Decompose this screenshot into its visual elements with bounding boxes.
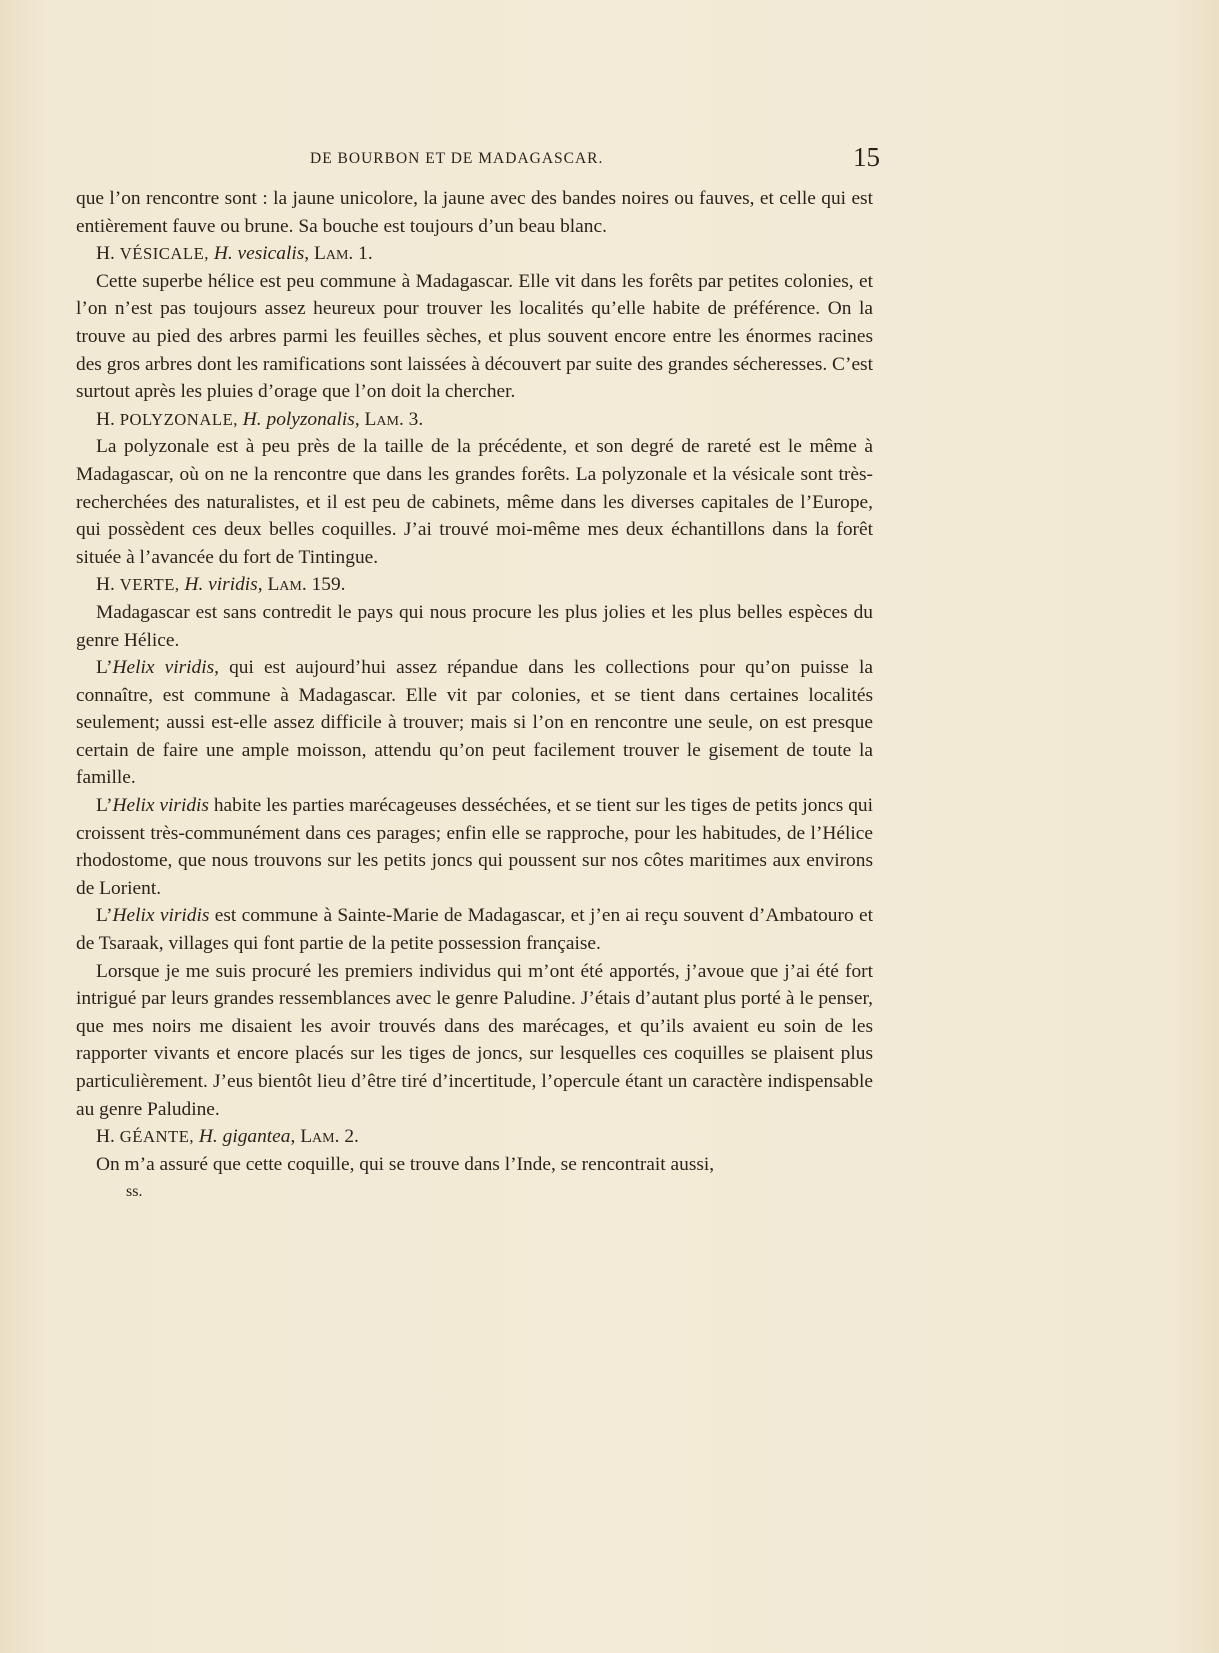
paragraph: L’Helix viridis est commune à Sainte-Marie de Madagascar, et j’en ai reçu souvent d’Ambatouro et de Tsaraak, villages qui font partie de la petite possession française. bbox=[76, 905, 873, 955]
signature-mark: ss. bbox=[126, 1183, 143, 1201]
running-header bbox=[310, 142, 880, 172]
paragraph: que l’on rencontre sont : la jaune unicolore, la jaune avec des bandes noires ou fauves, et celle qui est entièrement fauve ou brune. Sa bouche est toujours d’un beau blanc. bbox=[76, 188, 873, 237]
paragraph: Lorsque je me suis procuré les premiers individus qui m’ont été apportés, j’avoue que j’ai été fort intrigué par leurs grandes ressemblances avec le genre Paludine. J’étais d’autant plus porté à le penser, que mes noirs me disaient les avoir trouvés dans des marécages, et qu’ils avaient eu soin de les rapporter vivants et encore placés sur les tiges de joncs, sur lesquelles ces coquilles se plaisent plus particulièrement. J’eus bientôt lieu d’être tiré d’incertitude, l’opercule étant un caractère indispensable au genre Paludine. bbox=[76, 960, 873, 1120]
page-number: 15 bbox=[853, 142, 880, 172]
paragraph: L’Helix viridis, qui est aujourd’hui assez répandue dans les collections pour qu’on puisse la connaître, est commune à Madagascar. Elle vit par colonies, et se tient dans certaines localités seulement; aussi est-elle assez difficile à trouver; mais si l’on en rencontre une seule, on est presque certain de faire une ample moisson, attendu qu’on peut facilement trouver le gisement de toute la famille. bbox=[76, 657, 873, 789]
paragraph: L’Helix viridis habite les parties marécageuses desséchées, et se tient sur les tiges de petits joncs qui croissent très-communément dans ces parages; enfin elle se rapproche, pour les habitudes, de l’Hélice rhodostome, que nous trouvons sur les petits joncs qui poussent sur nos côtes maritimes aux environs de Lorient. bbox=[76, 795, 873, 899]
species-heading: H. VÉSICALE, H. vesicalis, Lam. 1. bbox=[96, 243, 373, 265]
paragraph: Madagascar est sans contredit le pays qui nous procure les plus jolies et les plus belles espèces du genre Hélice. bbox=[76, 601, 873, 651]
species-heading: H. POLYZONALE, H. polyzonalis, Lam. 3. bbox=[96, 408, 424, 430]
paragraph: La polyzonale est à peu près de la taille de la précédente, et son degré de rareté est le même à Madagascar, où on ne la rencontre que dans les grandes forêts. La polyzonale et la vésicale sont très-recherchées des naturalistes, et il est peu de cabinets, même dans les diverses capitales de l’Europe, qui possèdent ces deux belles coquilles. J’ai trouvé moi-même mes deux échantillons dans la forêt située à l’avancée du fort de Tintingue. bbox=[76, 436, 873, 568]
species-heading: H. GÉANTE, H. gigantea, Lam. 2. bbox=[96, 1126, 359, 1148]
paragraph: Cette superbe hélice est peu commune à Madagascar. Elle vit dans les forêts par petites colonies, et l’on n’est pas toujours assez heureux pour trouver les localités qu’elle habite de préférence. On la trouve au pied des arbres parmi les feuilles sèches, et plus souvent encore entre les énormes racines des gros arbres dont les ramifications sont laissées à découvert par suite des grandes sécheresses. C’est surtout après les pluies d’orage que l’on doit la chercher. bbox=[76, 270, 873, 403]
body-text bbox=[76, 185, 873, 1206]
running-title: DE BOURBON ET DE MADAGASCAR. bbox=[310, 150, 604, 167]
paragraph: On m’a assuré que cette coquille, qui se trouve dans l’Inde, se rencontrait aussi, bbox=[96, 1153, 715, 1175]
species-heading: H. VERTE, H. viridis, Lam. 159. bbox=[96, 574, 346, 596]
